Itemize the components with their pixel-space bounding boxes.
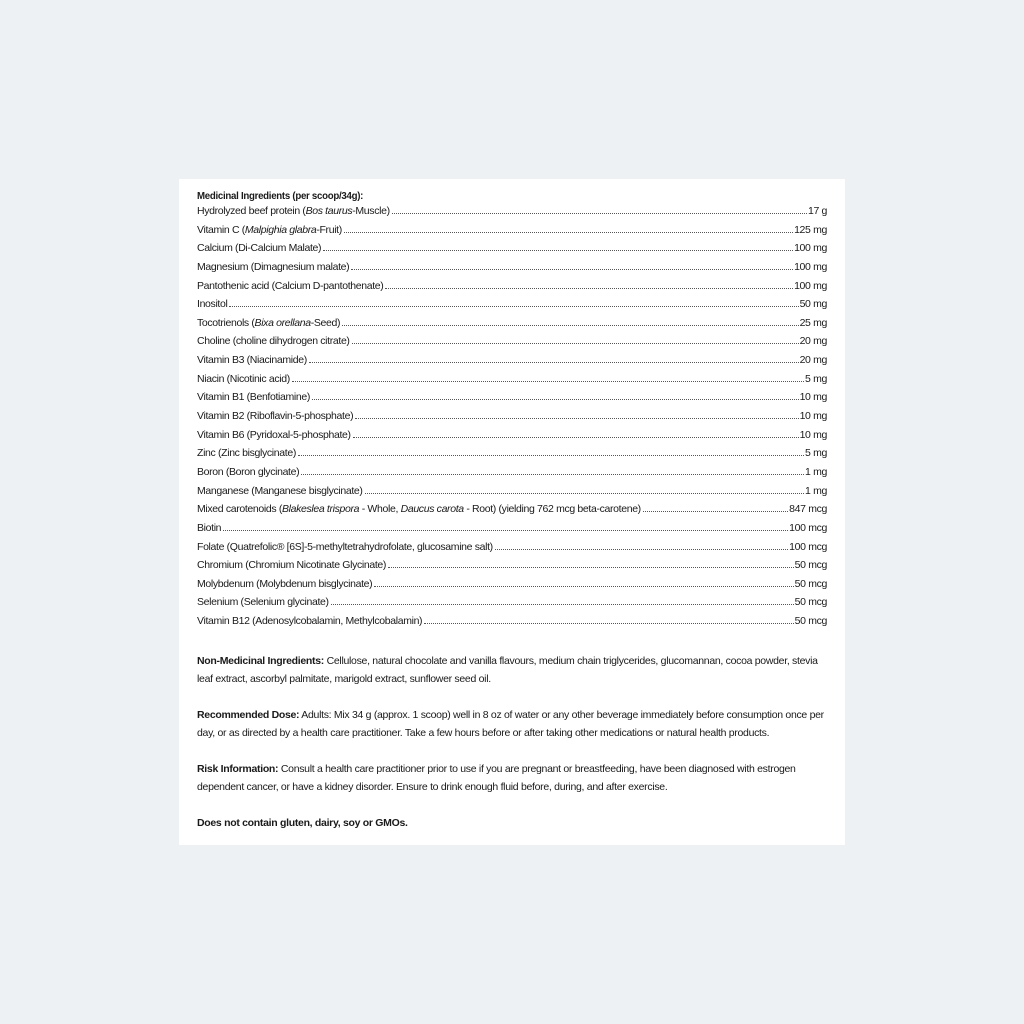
ingredient-name-part: Manganese (Manganese bisglycinate) <box>197 484 363 497</box>
ingredient-row <box>197 578 827 597</box>
ingredient-name-part: -Muscle) <box>352 205 390 217</box>
ingredient-name-part: Selenium (Selenium glycinate) <box>197 596 329 609</box>
ingredient-name <box>197 242 322 254</box>
ingredient-amount: 50 mcg <box>794 596 827 609</box>
ingredient-amount: 100 mg <box>794 279 827 292</box>
ingredient-row <box>197 354 827 373</box>
ingredient-row <box>197 317 827 336</box>
ingredient-amount: 100 mcg <box>789 540 827 553</box>
ingredient-name-part: Zinc (Zinc bisglycinate) <box>197 447 296 460</box>
ingredient-amount: 100 mcg <box>789 521 827 534</box>
ingredient-latin-name: Bos taurus <box>305 205 353 217</box>
ingredient-row <box>197 522 827 541</box>
dot-leader <box>392 213 807 214</box>
ingredient-name <box>197 541 494 553</box>
ingredient-name-part: Vitamin C ( <box>197 223 245 236</box>
ingredient-amount: 125 mg <box>794 223 827 236</box>
ingredient-amount: 50 mcg <box>794 615 827 628</box>
non-medicinal-ingredients <box>197 652 827 689</box>
ingredient-row <box>197 242 827 261</box>
ingredient-name-part: Biotin <box>197 521 222 534</box>
ingredient-name-part: Vitamin B12 (Adenosylcobalamin, Methylcobalamin) <box>197 615 423 628</box>
ingredient-name <box>197 317 341 329</box>
ingredient-name <box>197 559 387 571</box>
ingredient-row <box>197 429 827 448</box>
ingredient-name <box>197 522 222 534</box>
ingredient-name <box>197 205 391 217</box>
dot-leader <box>353 437 799 438</box>
ingredient-name-part: Niacin (Nicotinic acid) <box>197 372 290 385</box>
recommended-dose-label: Recommended Dose: <box>197 708 300 721</box>
ingredient-name <box>197 447 297 459</box>
ingredient-amount: 25 mg <box>799 316 827 329</box>
ingredient-name-part: Vitamin B3 (Niacinamide) <box>197 354 307 367</box>
ingredient-amount: 10 mg <box>799 391 827 404</box>
ingredient-name-part: Hydrolyzed beef protein ( <box>197 205 306 217</box>
ingredient-name-part: Tocotrienols ( <box>197 316 255 329</box>
ingredient-row <box>197 447 827 466</box>
ingredient-name-part: Boron (Boron glycinate) <box>197 465 300 478</box>
ingredient-amount: 20 mg <box>799 354 827 367</box>
ingredient-row <box>197 391 827 410</box>
ingredient-name <box>197 615 423 627</box>
ingredient-name-part: Pantothenic acid (Calcium D-pantothenate) <box>197 279 384 292</box>
dot-leader <box>331 604 794 605</box>
ingredient-name <box>197 298 228 310</box>
ingredient-name-part: - Root) (yielding 762 mcg beta-carotene) <box>463 503 641 516</box>
ingredient-amount: 847 mcg <box>789 503 827 516</box>
ingredient-latin-name: Malpighia glabra <box>244 223 317 236</box>
ingredient-name <box>197 261 350 273</box>
dot-leader <box>643 511 788 512</box>
dot-leader <box>342 325 798 326</box>
risk-information <box>197 760 827 797</box>
dot-leader <box>495 549 788 550</box>
dot-leader <box>374 586 793 587</box>
ingredient-name-part: Vitamin B6 (Pyridoxal-5-phosphate) <box>197 428 351 441</box>
ingredient-amount: 10 mg <box>799 410 827 423</box>
dot-leader <box>385 288 793 289</box>
ingredient-name <box>197 485 364 497</box>
ingredient-amount: 20 mg <box>799 335 827 348</box>
ingredient-row <box>197 541 827 560</box>
dot-leader <box>355 418 798 419</box>
ingredient-name-part: Vitamin B2 (Riboflavin-5-phosphate) <box>197 410 354 423</box>
ingredient-row <box>197 224 827 243</box>
ingredient-name <box>197 596 330 608</box>
ingredient-name <box>197 466 300 478</box>
ingredient-row <box>197 280 827 299</box>
dot-leader <box>323 250 793 251</box>
ingredient-amount: 1 mg <box>805 465 827 478</box>
dot-leader <box>365 493 805 494</box>
ingredient-name <box>197 335 351 347</box>
allergen-free-statement: Does not contain gluten, dairy, soy or GMOs. <box>197 816 408 829</box>
ingredient-amount: 50 mcg <box>794 577 827 590</box>
ingredient-name-part: Inositol <box>197 298 228 311</box>
ingredient-name <box>197 373 291 385</box>
ingredient-name-part: Mixed carotenoids ( <box>197 503 282 516</box>
dot-leader <box>312 399 799 400</box>
non-medicinal-label: Non-Medicinal Ingredients: <box>197 654 324 667</box>
dot-leader <box>298 455 804 456</box>
ingredient-row <box>197 615 827 634</box>
ingredient-amount: 1 mg <box>805 484 827 497</box>
ingredient-name <box>197 410 354 422</box>
ingredient-amount: 50 mg <box>799 298 827 311</box>
ingredient-name-part: Folate (Quatrefolic® [6S]-5-methyltetrahydrofolate, glucosamine salt) <box>197 540 493 553</box>
ingredient-name-part: -Fruit) <box>316 223 342 236</box>
dot-leader <box>388 567 794 568</box>
dot-leader <box>344 232 793 233</box>
ingredient-row <box>197 466 827 485</box>
ingredient-name <box>197 578 373 590</box>
recommended-dose <box>197 706 827 743</box>
ingredient-name <box>197 280 384 292</box>
ingredient-row <box>197 373 827 392</box>
ingredient-row <box>197 410 827 429</box>
dot-leader <box>351 269 793 270</box>
dot-leader <box>292 381 804 382</box>
ingredient-row <box>197 335 827 354</box>
ingredient-latin-name: Bixa orellana <box>254 316 311 329</box>
dot-leader <box>424 623 793 624</box>
supplement-label-card <box>179 179 845 845</box>
ingredient-amount: 10 mg <box>799 428 827 441</box>
ingredient-amount: 5 mg <box>805 447 827 460</box>
ingredient-row <box>197 559 827 578</box>
ingredient-name-part: Vitamin B1 (Benfotiamine) <box>197 391 311 404</box>
medicinal-ingredients-heading: Medicinal Ingredients (per scoop/34g): <box>197 190 364 202</box>
non-medicinal-text: Cellulose, natural chocolate and vanilla flavours, medium chain triglycerides, glucomannan, cocoa powder, stevia leaf extract, ascorbyl palmitate, marigold extract, sunflower seed oil. <box>197 654 818 686</box>
ingredient-name <box>197 503 642 515</box>
risk-information-label: Risk Information: <box>197 762 279 775</box>
dot-leader <box>223 530 788 531</box>
ingredient-name <box>197 224 343 236</box>
risk-information-text: Consult a health care practitioner prior to use if you are pregnant or breastfeeding, have been diagnosed with estrogen dependent cancer, or have a kidney disorder. Ensure to drink enough fluid before, during, and after exercise. <box>197 762 796 794</box>
dot-leader <box>301 474 804 475</box>
ingredient-amount: 5 mg <box>805 372 827 385</box>
ingredient-amount: 50 mcg <box>794 559 827 572</box>
ingredient-row <box>197 503 827 522</box>
ingredient-name-part: Chromium (Chromium Nicotinate Glycinate) <box>197 559 387 572</box>
ingredient-name-part: Magnesium (Dimagnesium malate) <box>197 260 350 273</box>
ingredient-name-part: - Whole, <box>359 503 401 516</box>
ingredient-row <box>197 261 827 280</box>
ingredient-name-part: Choline (choline dihydrogen citrate) <box>197 335 350 348</box>
ingredient-latin-name: Blakeslea trispora <box>281 503 360 516</box>
ingredient-row <box>197 205 827 224</box>
ingredient-name-part: -Seed) <box>310 316 341 329</box>
ingredient-row <box>197 298 827 317</box>
ingredient-row <box>197 596 827 615</box>
ingredient-name <box>197 391 311 403</box>
ingredient-name-part: Molybdenum (Molybdenum bisglycinate) <box>197 577 373 590</box>
ingredient-latin-name: Daucus carota <box>400 503 464 516</box>
recommended-dose-text: Adults: Mix 34 g (approx. 1 scoop) well in 8 oz of water or any other beverage immediately before consumption once per day, or as directed by a health care practitioner. Take a few hours before or after taking other medications or natural health products. <box>197 708 824 740</box>
dot-leader <box>229 306 798 307</box>
ingredient-name <box>197 354 308 366</box>
dot-leader <box>309 362 799 363</box>
ingredient-row <box>197 485 827 504</box>
ingredient-name <box>197 429 352 441</box>
ingredient-amount: 17 g <box>807 205 827 217</box>
ingredient-amount: 100 mg <box>794 242 827 255</box>
ingredient-name-part: Calcium (Di-Calcium Malate) <box>197 242 322 255</box>
medicinal-ingredients-list <box>197 205 827 634</box>
dot-leader <box>352 343 799 344</box>
ingredient-amount: 100 mg <box>794 260 827 273</box>
